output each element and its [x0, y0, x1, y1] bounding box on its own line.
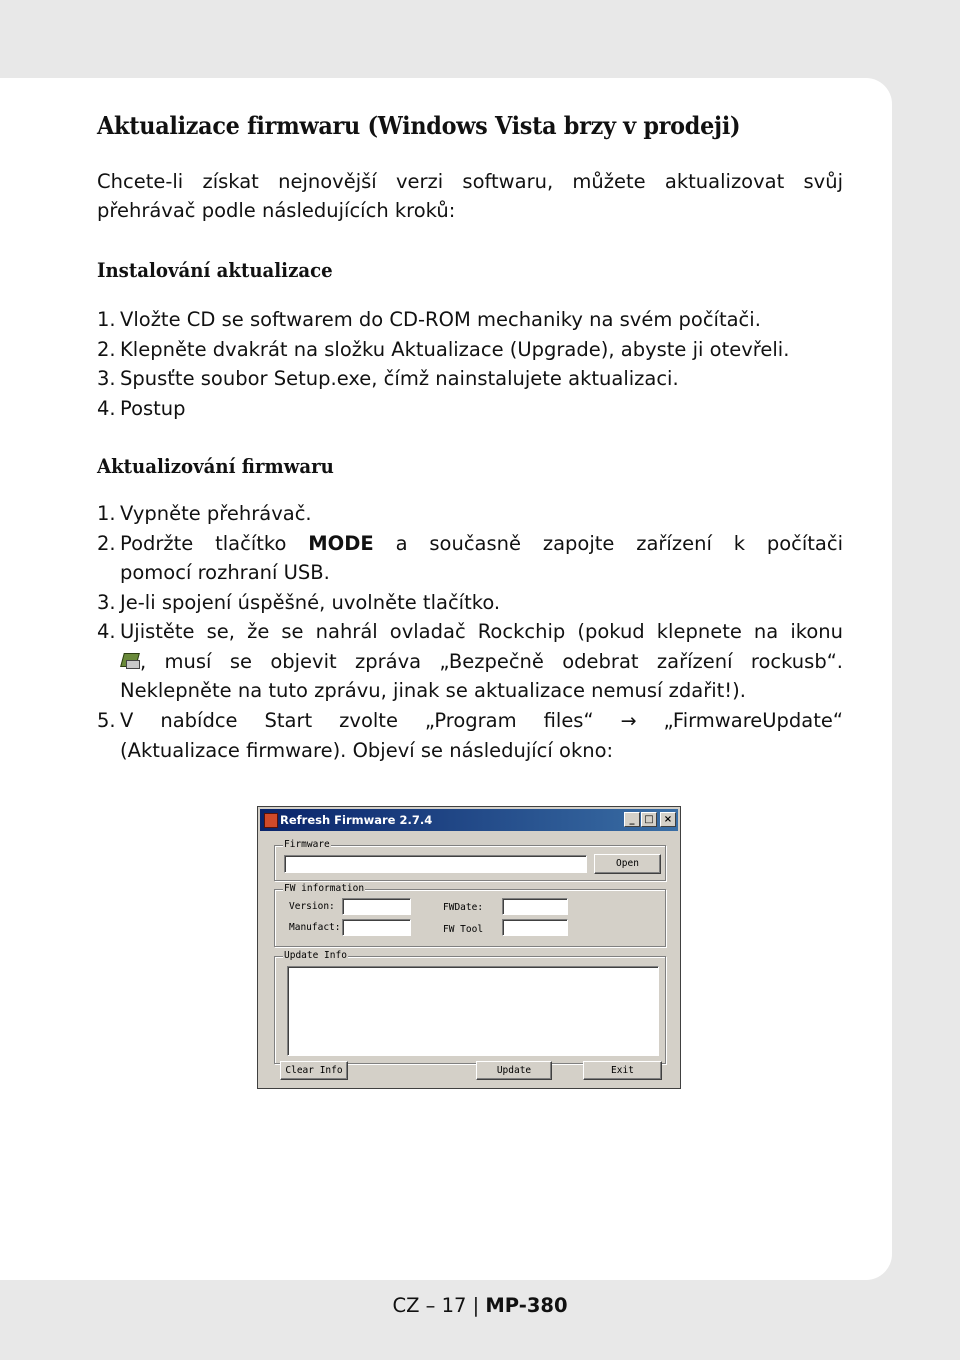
page-number: CZ – 17	[392, 1294, 467, 1317]
footer-separator: |	[472, 1294, 480, 1317]
install-step	[97, 364, 843, 394]
step-text: Postup	[120, 396, 186, 420]
step-line	[120, 647, 843, 677]
exit-button[interactable]: Exit	[583, 1061, 662, 1080]
step-number: 2.	[97, 337, 116, 361]
step-text: a současně zapojte zařízení k počítači	[373, 531, 843, 555]
version-field	[342, 898, 411, 915]
fw-information-label: FW information	[284, 883, 365, 894]
intro-line-1: Chcete-li získat nejnovější verzi softwaru, můžete aktualizovat svůj	[97, 170, 843, 193]
step-number: 4.	[97, 620, 116, 643]
manufact-field	[342, 919, 411, 936]
step-line: Ujistěte se, že se nahrál ovladač Rockchip (pokud klepnete na ikonu	[120, 620, 843, 643]
step-text: Vypněte přehrávač.	[120, 502, 312, 525]
update-step-1	[97, 499, 843, 529]
step-text: V nabídce Start zvolte „Program files“	[120, 708, 621, 732]
firmware-group	[274, 839, 666, 881]
step-number: 4.	[97, 396, 116, 420]
model-name: MP-380	[485, 1294, 568, 1317]
step-number: 3.	[97, 367, 116, 390]
step-text: Klepněte dvakrát na složku Aktualizace (Upgrade), abyste ji otevřeli.	[120, 337, 790, 361]
usb-device-icon	[120, 651, 140, 671]
step-text: , musí se objevit zpráva „Bezpečně odebrat zařízení rockusb“.	[140, 649, 843, 673]
maximize-button[interactable]: □	[641, 812, 657, 827]
step-number: 1.	[97, 502, 116, 525]
dialog-titlebar	[260, 809, 678, 831]
step-text: Spusťte soubor Setup.exe, čímž nainstalujete aktualizaci.	[120, 367, 679, 390]
step-text: Je-li spojení úspěšné, uvolněte tlačítko.	[120, 590, 501, 614]
page-footer	[0, 1294, 960, 1317]
fwtool-label: FW Tool	[443, 924, 484, 935]
close-button[interactable]: ×	[660, 812, 676, 827]
dialog-title: Refresh Firmware 2.7.4	[280, 813, 433, 827]
install-heading: Instalování aktualizace	[97, 259, 333, 282]
step-text: „FirmwareUpdate“	[636, 708, 843, 732]
update-steps	[97, 499, 843, 766]
fwdate-label: FWDate:	[443, 902, 484, 913]
version-label: Version:	[289, 901, 335, 912]
open-button[interactable]: Open	[594, 854, 661, 874]
intro-line-2: přehrávač podle následujících kroků:	[97, 199, 456, 222]
clear-info-button[interactable]: Clear Info	[280, 1061, 348, 1080]
step-number: 5.	[97, 708, 116, 732]
update-step-3	[97, 588, 843, 618]
fwdate-field	[502, 898, 568, 915]
step-text: Podržte tlačítko	[120, 531, 309, 555]
fwtool-field	[502, 919, 568, 936]
update-heading: Aktualizování firmwaru	[97, 455, 334, 478]
mode-button-label: MODE	[308, 531, 374, 555]
step-line	[120, 529, 843, 559]
fw-information-group	[274, 883, 666, 947]
step-line: (Aktualizace firmware). Objeví se následující okno:	[120, 739, 614, 762]
install-steps	[97, 305, 843, 423]
update-info-textarea[interactable]	[287, 966, 659, 1056]
intro-paragraph	[97, 167, 843, 225]
step-number: 3.	[97, 590, 116, 614]
update-button[interactable]: Update	[476, 1061, 552, 1080]
manufact-label: Manufact:	[289, 922, 341, 933]
step-text: Vložte CD se softwarem do CD-ROM mechaniky na svém počítači.	[120, 308, 761, 331]
step-line: pomocí rozhraní USB.	[120, 561, 330, 584]
update-info-group	[274, 950, 666, 1064]
update-step-4	[97, 617, 843, 706]
update-step-5	[97, 706, 843, 766]
firmware-path-input[interactable]	[284, 855, 587, 873]
install-step	[97, 335, 843, 365]
install-step	[97, 305, 843, 335]
step-number: 2.	[97, 531, 116, 555]
firmware-group-label: Firmware	[284, 839, 330, 850]
step-number: 1.	[97, 308, 116, 331]
update-info-label: Update Info	[284, 950, 347, 961]
install-step	[97, 394, 843, 424]
refresh-firmware-dialog	[257, 806, 681, 1089]
arrow-right-icon: →	[620, 709, 637, 732]
page-title: Aktualizace firmwaru (Windows Vista brzy v prodeji)	[97, 111, 741, 140]
update-step-2	[97, 529, 843, 588]
step-line	[120, 706, 843, 737]
step-line: Neklepněte na tuto zprávu, jinak se aktualizace nemusí zdařit!).	[120, 679, 746, 702]
minimize-button[interactable]: _	[624, 812, 640, 827]
app-icon	[264, 813, 278, 828]
